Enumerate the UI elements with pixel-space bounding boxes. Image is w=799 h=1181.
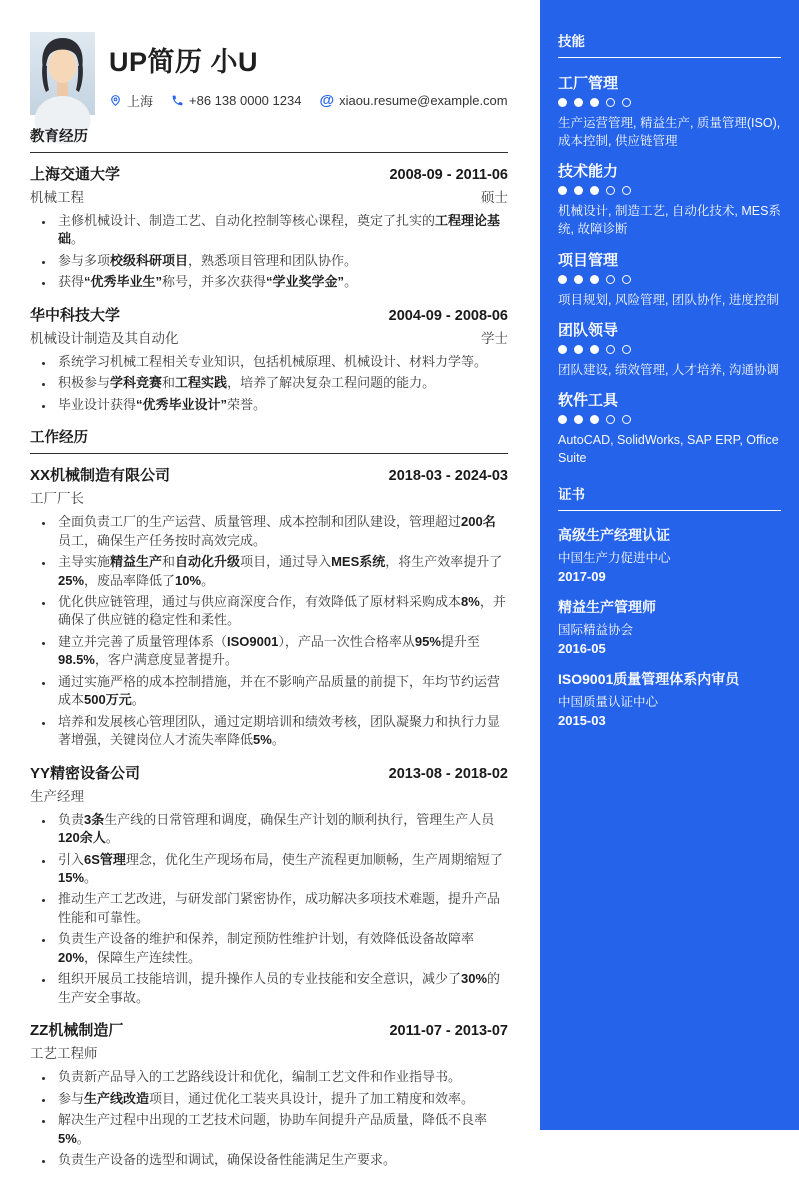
skill-description: 生产运营管理, 精益生产, 质量管理(ISO), 成本控制, 供应链管理: [558, 116, 781, 149]
skill-dot-empty: [622, 275, 631, 284]
highlighted-text: 校级科研项目: [110, 252, 189, 268]
bullet-item: [54, 1068, 508, 1086]
skill-description: 团队建设, 绩效管理, 人才培养, 沟通协调: [558, 362, 779, 377]
header: [30, 0, 508, 115]
date-range: 2018-03 - 2024-03: [388, 468, 508, 485]
skill-name: 软件工具: [558, 391, 619, 409]
skill-description: 机械设计, 制造工艺, 自动化技术, MES系统, 故障诊断: [558, 204, 781, 237]
highlighted-text: ISO9001: [227, 633, 279, 649]
text-run: 。: [201, 572, 215, 588]
skill-dot-filled: [574, 186, 583, 195]
text-run: 负责: [58, 811, 85, 827]
work-entry: [30, 1019, 508, 1169]
highlighted-text: 120余人: [58, 830, 106, 846]
highlighted-text: 98.5%: [58, 652, 95, 668]
profile-photo: [30, 32, 95, 115]
skill-dot-filled: [558, 275, 567, 284]
skill-dot-filled: [574, 275, 583, 284]
bullet-item: [54, 273, 508, 291]
text-run: ，将生产效率提升了: [385, 554, 503, 570]
highlighted-text: “优秀毕业生”: [84, 274, 163, 290]
date-range: 2011-07 - 2013-07: [389, 1023, 508, 1040]
skill-item: [558, 319, 781, 379]
email-icon: @: [319, 92, 335, 109]
main-column: [30, 0, 508, 1181]
certificate-issuer: 中国质量认证中心: [558, 695, 659, 709]
skills-section-title: 技能: [558, 30, 781, 58]
text-run: 生产线的日常管理和调度，确保生产计划的顺利执行，管理生产人员: [104, 811, 495, 827]
certificate-item: [558, 669, 781, 728]
text-run: 项目，通过优化工装夹具设计，提升了加工精度和效率。: [149, 1090, 475, 1106]
date-range: 2013-08 - 2018-02: [388, 765, 508, 782]
certificate-date: 2015-03: [558, 713, 606, 728]
text-run: 引入: [58, 851, 85, 867]
text-run: 和: [162, 554, 176, 570]
certificate-issuer: 中国生产力促进中心: [558, 551, 671, 565]
highlighted-text: 精益生产: [110, 554, 163, 570]
certificate-date: 2016-05: [558, 641, 606, 656]
highlighted-text: 5%: [58, 1130, 77, 1146]
text-run: 。: [131, 692, 145, 708]
skill-dot-filled: [590, 415, 599, 424]
text-run: 推动生产工艺改进，与研发部门紧密协作，成功解决多项技术难题，提升产品性能和可靠性。: [58, 891, 501, 925]
date-range: 2004-09 - 2008-06: [388, 307, 508, 324]
skill-item: [558, 249, 781, 309]
entry-header: [30, 163, 508, 184]
skill-dot-empty: [622, 186, 631, 195]
highlighted-text: 25%: [58, 572, 85, 588]
highlighted-text: 6S管理: [84, 851, 126, 867]
highlighted-text: 工程理论基础: [58, 213, 501, 247]
entry-header: [30, 304, 508, 325]
contact-item: [171, 93, 301, 108]
bullet-item: [54, 970, 508, 1007]
bullet-item: [54, 1151, 508, 1169]
text-run: 称号，并多次获得: [162, 274, 267, 290]
bullet-item: [54, 1111, 508, 1148]
highlighted-text: 工程实践: [175, 375, 228, 391]
text-run: 的生产安全事故。: [58, 971, 501, 1005]
entry-subheader: [30, 1042, 508, 1062]
contact-text: 上海: [127, 94, 154, 109]
degree: 硕士: [481, 190, 508, 205]
text-run: 参与: [58, 1090, 85, 1106]
skill-dot-filled: [558, 98, 567, 107]
text-run: 毕业设计获得: [58, 396, 137, 412]
portrait-illustration: [30, 32, 95, 115]
highlighted-text: 10%: [175, 572, 202, 588]
work-entries: [30, 464, 508, 1169]
text-run: 主修机械设计、制造工艺、自动化控制等核心课程，奠定了扎实的: [58, 213, 436, 228]
text-run: 。: [71, 231, 85, 247]
skill-name: 技术能力: [558, 163, 619, 181]
bullet-item: [54, 353, 508, 371]
text-run: 。: [344, 274, 358, 290]
skill-item: [558, 72, 781, 150]
certificate-item: [558, 525, 781, 584]
org-name: 上海交通大学: [30, 166, 121, 183]
bullet-item: [54, 851, 508, 888]
skills-list: [558, 72, 781, 467]
highlighted-text: 8%: [461, 593, 480, 609]
bullet-list: [30, 811, 508, 1008]
certificate-name: ISO9001质量管理体系内审员: [558, 671, 740, 687]
entry-subheader: [30, 327, 508, 347]
bullet-item: [54, 713, 508, 750]
highlighted-text: 学科竞赛: [110, 375, 163, 391]
text-run: 建立并完善了质量管理体系（: [58, 633, 228, 649]
bullet-item: [54, 553, 508, 590]
work-section-title: 工作经历: [30, 426, 508, 454]
certificates-section: [558, 483, 781, 728]
bullet-item: [54, 890, 508, 927]
skill-dot-filled: [590, 275, 599, 284]
text-run: 和: [162, 375, 176, 391]
text-run: 。: [271, 732, 285, 748]
text-run: ，熟悉项目管理和团队协作。: [188, 252, 358, 268]
skill-dot-empty: [606, 275, 615, 284]
bullet-item: [54, 252, 508, 270]
work-entry: [30, 464, 508, 749]
role-title: 机械工程: [30, 190, 84, 205]
highlighted-text: 30%: [461, 971, 488, 987]
skill-dot-empty: [622, 98, 631, 107]
skill-level-dots: [558, 186, 781, 195]
highlighted-text: 500万元: [84, 692, 132, 708]
bullet-item: [54, 673, 508, 710]
header-text: [109, 32, 508, 115]
skills-section: [558, 30, 781, 467]
skill-level-dots: [558, 275, 781, 284]
bullet-item: [54, 1090, 508, 1108]
work-entry: [30, 762, 508, 1008]
contact-item: [319, 93, 507, 108]
text-run: 解决生产过程中出现的工艺技术问题，协助车间提升产品质量，降低不良率: [58, 1112, 488, 1128]
skill-dot-filled: [574, 345, 583, 354]
contact-item: [109, 91, 153, 110]
bullet-list: [30, 513, 508, 749]
work-section: [30, 426, 508, 1169]
bullet-item: [54, 811, 508, 848]
text-run: 系统学习机械工程相关专业知识，包括机械原理、机械设计、材料力学等。: [58, 353, 488, 369]
text-run: 参与多项: [58, 252, 111, 268]
bullet-item: [54, 593, 508, 630]
highlighted-text: 20%: [58, 949, 85, 965]
certificate-issuer: 国际精益协会: [558, 623, 634, 637]
education-entries: [30, 163, 508, 414]
skill-level-dots: [558, 98, 781, 107]
entry-subheader: [30, 186, 508, 206]
org-name: ZZ机械制造厂: [30, 1022, 124, 1040]
certificates-section-title: 证书: [558, 483, 781, 511]
skill-dot-filled: [590, 186, 599, 195]
bullet-list: [30, 212, 508, 292]
text-run: 荣誉。: [227, 396, 267, 412]
skill-dot-empty: [622, 415, 631, 424]
org-name: 华中科技大学: [30, 306, 121, 324]
certificate-name: 精益生产管理师: [558, 599, 656, 615]
skill-dot-filled: [590, 98, 599, 107]
candidate-name: UP简历 小U: [109, 47, 259, 77]
text-run: ，废品率降低了: [84, 572, 176, 588]
text-run: 获得: [58, 274, 85, 290]
text-run: 全面负责工厂的生产运营、质量管理、成本控制和团队建设，管理超过: [58, 514, 462, 530]
contact-row: [109, 91, 508, 110]
skill-dot-filled: [574, 415, 583, 424]
text-run: ，客户满意度显著提升。: [94, 652, 238, 668]
skill-dot-empty: [606, 345, 615, 354]
certificate-date: 2017-09: [558, 569, 606, 584]
education-entry: [30, 163, 508, 292]
degree: 学士: [481, 330, 508, 346]
skill-dot-filled: [590, 345, 599, 354]
text-run: ，保障生产连续性。: [84, 949, 202, 965]
certificates-list: [558, 525, 781, 728]
entry-header: [30, 762, 508, 783]
skill-dot-filled: [574, 98, 583, 107]
highlighted-text: “学业奖学金”: [266, 274, 345, 290]
date-range: 2008-09 - 2011-06: [389, 167, 508, 183]
sidebar: [540, 0, 799, 1130]
text-run: ），产品一次性合格率从: [278, 633, 415, 649]
bullet-list: [30, 1068, 508, 1169]
skill-item: [558, 389, 781, 467]
text-run: 组织开展员工技能培训，提升操作人员的专业技能和安全意识，减少了: [58, 971, 462, 987]
skill-item: [558, 160, 781, 238]
skill-dot-empty: [622, 345, 631, 354]
highlighted-text: 95%: [414, 633, 441, 649]
bullet-item: [54, 374, 508, 392]
org-name: XX机械制造有限公司: [30, 467, 171, 485]
highlighted-text: 15%: [58, 869, 85, 885]
role-title: 生产经理: [30, 788, 84, 804]
skill-level-dots: [558, 415, 781, 424]
skill-level-dots: [558, 345, 781, 354]
bullet-item: [54, 930, 508, 967]
contact-text: xiaou.resume@example.com: [339, 93, 508, 108]
skill-description: AutoCAD, SolidWorks, SAP ERP, Office Suite: [558, 432, 779, 465]
skill-name: 项目管理: [558, 251, 619, 269]
skill-description: 项目规划, 风险管理, 团队协作, 进度控制: [558, 292, 779, 307]
highlighted-text: 200名: [461, 514, 496, 530]
text-run: 负责生产设备的维护和保养，制定预防性维护计划，有效降低设备故障率: [58, 931, 475, 947]
phone-icon: [171, 94, 184, 107]
bullet-list: [30, 353, 508, 414]
skill-dot-empty: [606, 186, 615, 195]
skill-dot-filled: [558, 186, 567, 195]
entry-header: [30, 1019, 508, 1040]
entry-header: [30, 464, 508, 485]
role-title: 机械设计制造及其自动化: [30, 330, 179, 346]
location-icon: [109, 94, 122, 107]
text-run: 项目，通过导入: [240, 554, 332, 570]
bullet-item: [54, 513, 508, 550]
highlighted-text: “优秀毕业设计”: [136, 396, 228, 412]
text-run: 理念，优化生产现场布局，使生产流程更加顺畅，生产周期缩短了: [125, 851, 503, 867]
text-run: 负责生产设备的选型和调试，确保设备性能满足生产要求。: [58, 1151, 397, 1167]
highlighted-text: 3条: [84, 811, 105, 827]
bullet-item: [54, 212, 508, 249]
highlighted-text: 自动化升级: [175, 554, 241, 570]
certificate-name: 高级生产经理认证: [558, 527, 670, 543]
contact-text: +86 138 0000 1234: [189, 93, 302, 108]
bullet-item: [54, 396, 508, 414]
text-run: 优化供应链管理，通过与供应商深度合作，有效降低了原材料采购成本: [58, 593, 462, 609]
entry-subheader: [30, 785, 508, 805]
skill-name: 工厂管理: [558, 75, 619, 92]
text-run: 主导实施: [58, 554, 111, 570]
role-title: 工厂厂长: [30, 491, 84, 507]
text-run: ，并确保了供应链的稳定性和柔性。: [58, 593, 506, 628]
skill-dot-filled: [558, 415, 567, 424]
highlighted-text: 生产线改造: [84, 1090, 150, 1106]
skill-dot-filled: [558, 345, 567, 354]
org-name: YY精密设备公司: [30, 764, 141, 782]
skill-name: 团队领导: [558, 321, 619, 339]
text-run: 。: [105, 830, 119, 846]
text-run: 积极参与: [58, 375, 111, 391]
text-run: 。: [76, 1130, 90, 1146]
text-run: 负责新产品导入的工艺路线设计和优化，编制工艺文件和作业指导书。: [58, 1069, 462, 1085]
text-run: 员工，确保生产任务按时高效完成。: [58, 532, 267, 548]
role-title: 工艺工程师: [30, 1046, 98, 1062]
skill-dot-empty: [606, 415, 615, 424]
bullet-item: [54, 633, 508, 670]
text-run: 培养和发展核心管理团队，通过定期培训和绩效考核，团队凝聚力和执行力显著增强，关键岗位人才流失率降低: [58, 713, 501, 748]
entry-subheader: [30, 487, 508, 507]
education-section: [30, 125, 508, 414]
text-run: 通过实施严格的成本控制措施，并在不影响产品质量的前提下，年均节约运营成本: [58, 673, 501, 708]
text-run: 提升至: [440, 633, 480, 649]
skill-dot-empty: [606, 98, 615, 107]
text-run: ，培养了解决复杂工程问题的能力。: [227, 375, 436, 391]
highlighted-text: 5%: [253, 732, 272, 748]
education-entry: [30, 304, 508, 414]
education-section-title: 教育经历: [30, 125, 508, 153]
text-run: 。: [84, 869, 98, 885]
certificate-item: [558, 597, 781, 656]
highlighted-text: MES系统: [331, 554, 386, 570]
